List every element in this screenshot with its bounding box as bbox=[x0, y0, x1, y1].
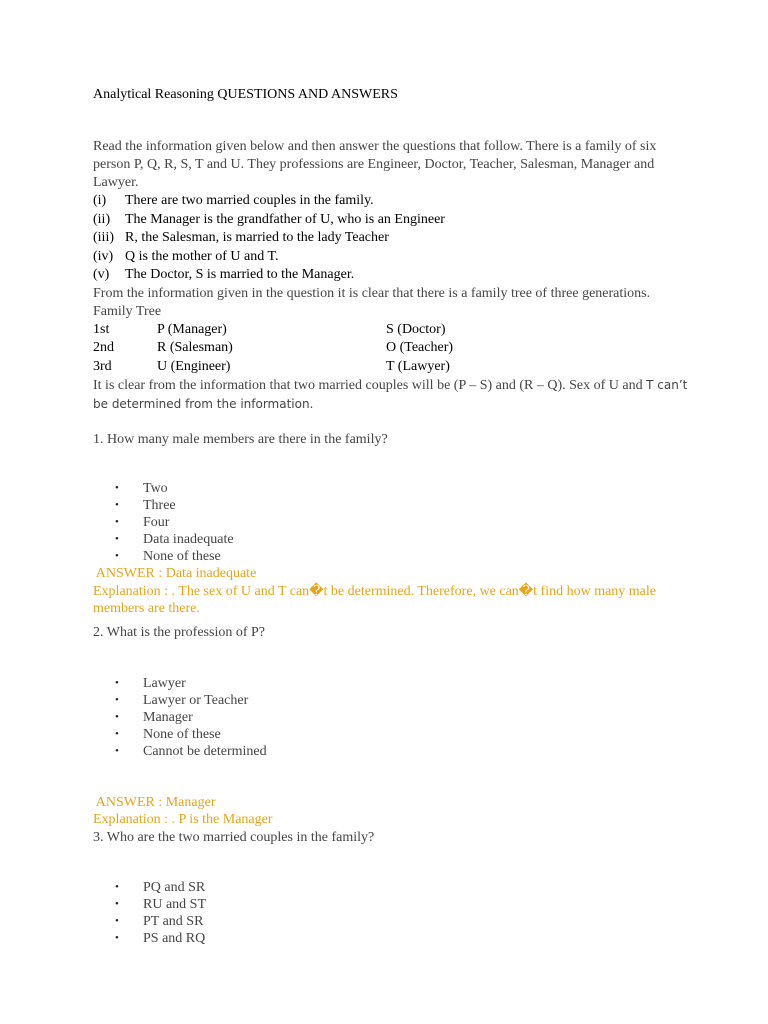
document-page bbox=[93, 86, 693, 947]
tree-generation: 2nd bbox=[93, 340, 114, 355]
answer-text: ANSWER : Manager bbox=[93, 794, 216, 810]
options-list bbox=[93, 879, 693, 947]
condition-item bbox=[93, 211, 693, 230]
option-item: • PS and RQ bbox=[93, 930, 693, 947]
tree-member-left: P (Manager) bbox=[157, 321, 227, 337]
condition-number: (iv) bbox=[93, 248, 114, 264]
intro-paragraph: Read the information given below and then answer the questions that follow. There is a family of six person P, Q, R, S, T and U. They professions are Engineer, Doctor, Teacher, Salesman, Manager and Lawyer. bbox=[93, 139, 657, 190]
condition-text: The Manager is the grandfather of U, who is an Engineer bbox=[125, 211, 445, 227]
option-item: • Data inadequate bbox=[93, 531, 693, 548]
answer-text: ANSWER : Data inadequate bbox=[93, 566, 257, 581]
couples-text-continued: T can’t be determined from the information. bbox=[93, 378, 688, 411]
tree-member-right: O (Teacher) bbox=[386, 340, 454, 355]
condition-item bbox=[93, 192, 693, 211]
question-text: 3. Who are the two married couples in the family? bbox=[93, 829, 375, 845]
tree-intro: From the information given in the question it is clear that there is a family tree of three generations. Family Tree bbox=[93, 285, 651, 319]
condition-text: Q is the mother of U and T. bbox=[125, 248, 279, 264]
couples-text: It is clear from the information that two married couples will be (P – S) and (R – Q). Sex of U and bbox=[93, 378, 643, 393]
couples-paragraph bbox=[93, 376, 693, 414]
condition-item bbox=[93, 229, 693, 248]
option-item: • None of these bbox=[93, 548, 693, 565]
question-text: 2. What is the profession of P? bbox=[93, 624, 265, 640]
option-item: • Two bbox=[93, 480, 693, 497]
condition-number: (i) bbox=[93, 193, 107, 208]
option-item: • PT and SR bbox=[93, 913, 693, 930]
option-item: • Cannot be determined bbox=[93, 743, 693, 760]
document-title: Analytical Reasoning QUESTIONS AND ANSWERS bbox=[93, 87, 398, 102]
tree-row bbox=[93, 358, 693, 377]
condition-number: (v) bbox=[93, 267, 110, 282]
condition-item bbox=[93, 248, 693, 267]
option-item: • Three bbox=[93, 497, 693, 514]
tree-row bbox=[93, 321, 693, 340]
condition-item bbox=[93, 266, 693, 285]
explanation-text: Explanation : . P is the Manager bbox=[93, 812, 273, 827]
tree-row bbox=[93, 339, 693, 358]
option-item: • Four bbox=[93, 514, 693, 531]
conditions-list bbox=[93, 192, 693, 285]
option-item: • Manager bbox=[93, 709, 693, 726]
tree-generation: 3rd bbox=[93, 358, 112, 374]
option-item: • RU and ST bbox=[93, 896, 693, 913]
options-list bbox=[93, 480, 693, 565]
condition-text: The Doctor, S is married to the Manager. bbox=[125, 267, 355, 282]
condition-number: (ii) bbox=[93, 211, 111, 227]
tree-member-right: S (Doctor) bbox=[386, 321, 446, 337]
tree-member-right: T (Lawyer) bbox=[386, 358, 450, 374]
explanation-text: Explanation : . The sex of U and T can�t be determined. Therefore, we can�t find how many male members are there. bbox=[93, 583, 657, 616]
options-list bbox=[93, 675, 693, 760]
question-text: 1. How many male members are there in the family? bbox=[93, 432, 388, 447]
option-item: • Lawyer bbox=[93, 675, 693, 692]
tree-generation: 1st bbox=[93, 321, 110, 337]
tree-member-left: R (Salesman) bbox=[157, 340, 233, 355]
condition-text: There are two married couples in the family. bbox=[125, 193, 374, 208]
condition-text: R, the Salesman, is married to the lady Teacher bbox=[125, 230, 389, 245]
option-item: • Lawyer or Teacher bbox=[93, 692, 693, 709]
condition-number: (iii) bbox=[93, 230, 114, 245]
tree-member-left: U (Engineer) bbox=[157, 358, 231, 374]
option-item: • None of these bbox=[93, 726, 693, 743]
family-tree bbox=[93, 321, 693, 377]
option-item: • PQ and SR bbox=[93, 879, 693, 896]
